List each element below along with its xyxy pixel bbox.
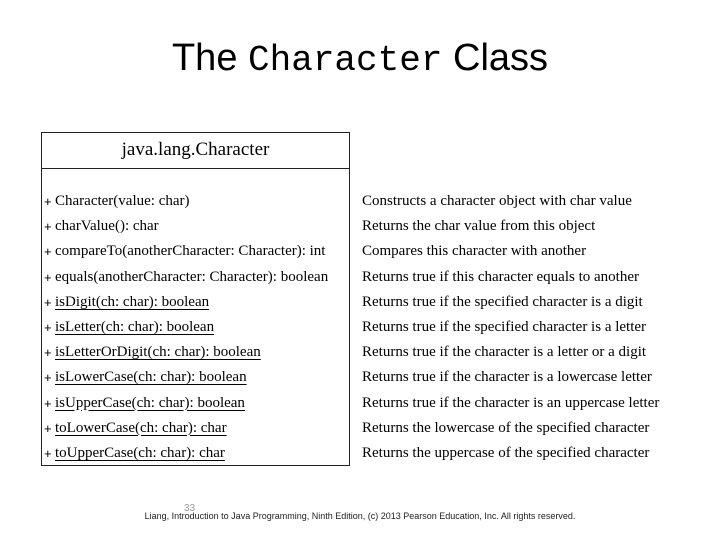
uml-method-row [42,290,349,315]
uml-method-row [42,315,349,340]
method-description: Returns true if the specified character is a letter [362,318,647,335]
static-method-signature: isLowerCase(ch: char): boolean [55,369,247,386]
method-description: Returns the lowercase of the specified character [362,419,650,436]
visibility-marker: + [44,269,52,285]
footer-citation: Liang, Introduction to Java Programming, Ninth Edition, (c) 2013 Pearson Education, Inc. All rights reserved. [144,511,576,521]
uml-method-row [42,265,349,290]
method-signature: Character(value: char) [55,193,190,209]
uml-method-row [42,441,349,466]
uml-class-name: java.lang.Character [42,133,349,169]
static-method-signature: toLowerCase(ch: char): char [55,419,227,436]
visibility-marker: + [44,395,52,411]
visibility-marker: + [44,445,52,461]
method-description: Returns the uppercase of the specified character [362,444,650,461]
static-method-signature: toUpperCase(ch: char): char [55,444,225,461]
uml-method-row [42,189,349,214]
method-description: Returns true if the character is a letter or a digit [362,344,647,361]
uml-method-row [42,391,349,416]
visibility-marker: + [44,319,52,335]
visibility-marker: + [44,194,52,209]
static-method-signature: isUpperCase(ch: char): boolean [55,394,245,411]
uml-method-row [42,340,349,365]
method-description: Returns true if the character is an uppercase letter [362,394,660,411]
title-text-start: The [171,37,249,79]
method-description: Returns true if the specified character is a digit [362,293,643,310]
uml-class-box [41,132,350,466]
visibility-marker: + [44,345,52,361]
method-description: Returns the char value from this object [362,218,596,235]
visibility-marker: + [44,370,52,386]
method-description-list [362,189,712,466]
uml-method-list [42,189,349,466]
method-description: Constructs a character object with char value [362,193,632,209]
visibility-marker: + [44,244,52,260]
visibility-marker: + [44,294,52,310]
uml-method-row [42,239,349,264]
method-description: Returns true if the character is a lowercase letter [362,369,652,386]
title-text-end: Class [442,37,549,79]
method-signature: charValue(): char [55,218,159,235]
uml-method-row [42,214,349,239]
method-description: Returns true if this character equals to another [362,268,639,285]
static-method-signature: isLetter(ch: char): boolean [55,318,215,335]
visibility-marker: + [44,219,52,235]
page-number: 33 [184,503,196,514]
uml-method-row [42,365,349,390]
uml-method-row [42,416,349,441]
slide-title [0,34,720,85]
method-signature: equals(anotherCharacter: Character): boolean [55,268,329,285]
method-signature: compareTo(anotherCharacter: Character): int [55,243,326,260]
method-description: Compares this character with another [362,243,587,260]
static-method-signature: isLetterOrDigit(ch: char): boolean [55,344,261,361]
title-code-text: Character [248,40,443,81]
static-method-signature: isDigit(ch: char): boolean [55,293,210,310]
visibility-marker: + [44,420,52,436]
